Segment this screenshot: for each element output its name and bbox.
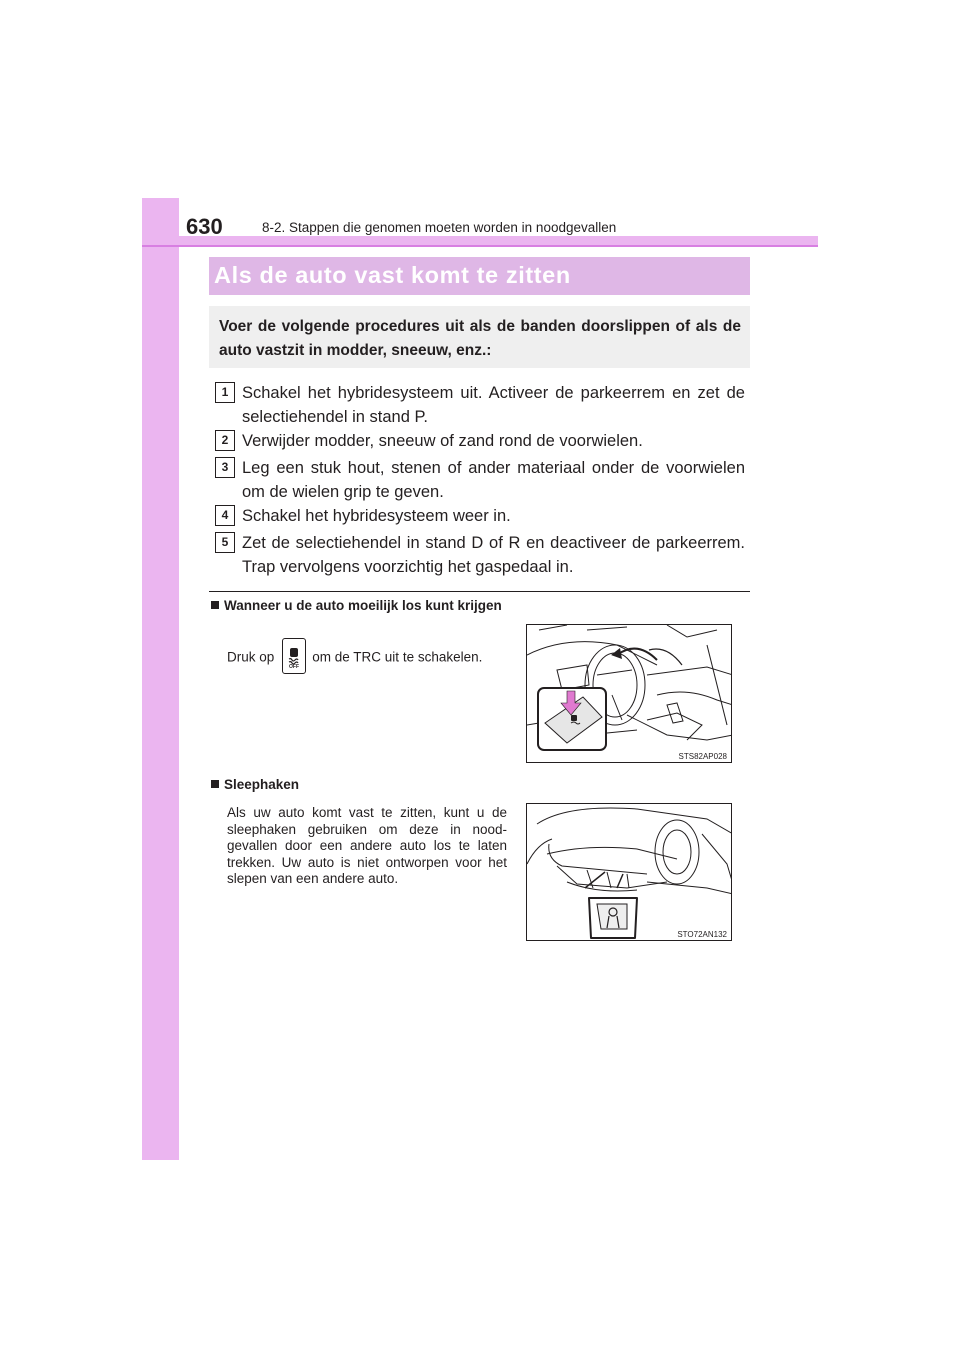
tow-hook-illustration xyxy=(527,804,732,941)
divider xyxy=(209,591,750,592)
trc-text-after: om de TRC uit te schakelen. xyxy=(312,649,483,665)
square-bullet-icon xyxy=(211,780,219,788)
section-title: 8-2. Stappen die genomen moeten worden in noodgevallen xyxy=(262,220,617,235)
step-number: 3 xyxy=(215,457,235,478)
step-number: 1 xyxy=(215,382,235,403)
square-bullet-icon xyxy=(211,601,219,609)
trc-heading xyxy=(211,598,502,613)
chapter-side-band xyxy=(142,198,179,1160)
intro-box xyxy=(209,306,750,368)
trc-off-switch-icon xyxy=(282,638,306,674)
intro-text: Voer de volgende procedures uit als de banden doorslippen of als de auto vastzit in modder, sneeuw, enz.: xyxy=(219,318,741,359)
step-number: 5 xyxy=(215,532,235,553)
trc-text-before: Druk op xyxy=(227,649,275,665)
trc-figure-code: STS82AP028 xyxy=(678,752,727,761)
step-number: 4 xyxy=(215,505,235,526)
tow-hook-figure xyxy=(526,803,732,941)
towing-text: Als uw auto komt vast te zitten, kunt u de sleephaken gebruiken om deze in nood-gevallen door een andere auto los te laten trekken. Uw auto is niet ontworpen voor het slepen van een andere auto. xyxy=(227,805,507,886)
header-line xyxy=(142,245,818,247)
step-text: Schakel het hybridesysteem uit. Activeer de parkeerrem en zet de selectiehendel in stand P. xyxy=(242,384,745,426)
title-bar xyxy=(209,257,750,295)
step-text: Leg een stuk hout, stenen of ander materiaal onder de voorwielen om de wielen grip te geven. xyxy=(242,459,745,501)
page-title: Als de auto vast komt te zitten xyxy=(214,262,571,288)
step-text: Zet de selectiehendel in stand D of R en deactiveer de parkeerrem. Trap vervolgens voorzichtig het gaspedaal in. xyxy=(242,534,745,576)
tow-figure-code: STO72AN132 xyxy=(677,930,727,939)
trc-icon-label: OFF xyxy=(289,664,300,669)
dashboard-illustration xyxy=(527,625,732,763)
step-number: 2 xyxy=(215,430,235,451)
trc-heading-text: Wanneer u de auto moeilijk los kunt krijgen xyxy=(224,598,502,613)
header-band xyxy=(142,236,818,245)
towing-heading-text: Sleephaken xyxy=(224,777,300,792)
step-text: Schakel het hybridesysteem weer in. xyxy=(242,507,511,525)
towing-heading xyxy=(211,777,299,792)
step-text: Verwijder modder, sneeuw of zand rond de voorwielen. xyxy=(242,432,643,450)
trc-instruction xyxy=(227,640,482,676)
page-number: 630 xyxy=(186,214,223,239)
trc-dashboard-figure xyxy=(526,624,732,763)
